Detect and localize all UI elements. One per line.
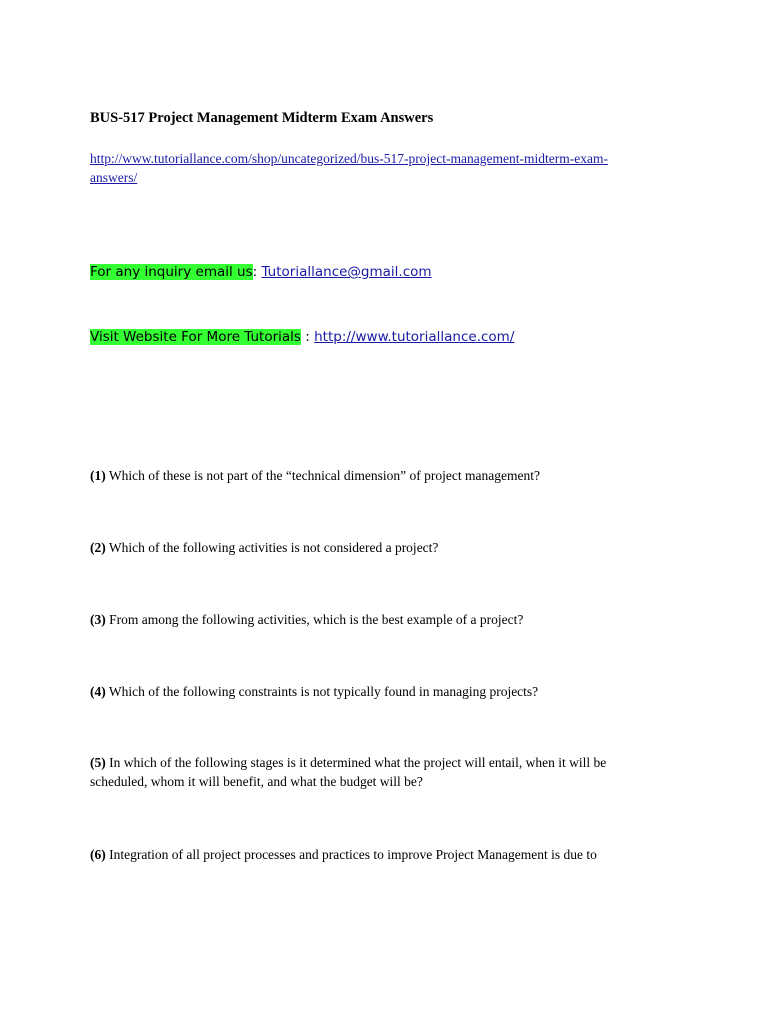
question-number: (3): [90, 612, 106, 627]
question-number: (6): [90, 847, 106, 862]
question-text: Integration of all project processes and practices to improve Project Management is due to: [109, 847, 597, 862]
question-text: In which of the following stages is it determined what the project will entail, when it will be: [109, 755, 607, 770]
question-6: [90, 845, 690, 864]
product-url-link[interactable]: [90, 149, 690, 187]
question-number: (5): [90, 755, 106, 770]
inquiry-separator: :: [252, 264, 258, 280]
visit-separator: :: [300, 329, 310, 345]
question-2: [90, 538, 690, 557]
document-title: BUS-517 Project Management Midterm Exam Answers: [90, 110, 434, 126]
question-number: (2): [90, 540, 106, 555]
inquiry-line: [90, 263, 432, 281]
inquiry-email-link[interactable]: Tutoriallance@gmail.com: [261, 264, 432, 280]
question-text: Which of these is not part of the “technical dimension” of project management?: [108, 468, 540, 483]
question-text-continued: scheduled, whom it will benefit, and what the budget will be?: [90, 774, 423, 789]
visit-website-line: [90, 328, 514, 346]
question-number: (4): [90, 684, 106, 699]
website-url-link[interactable]: http://www.tutoriallance.com/: [314, 329, 515, 345]
question-4: [90, 682, 690, 701]
question-number: (1): [90, 468, 106, 483]
question-3: [90, 610, 690, 629]
product-url-line-2[interactable]: answers/: [90, 170, 138, 185]
question-text: Which of the following constraints is not typically found in managing projects?: [108, 684, 539, 699]
product-url-line-1[interactable]: http://www.tutoriallance.com/shop/uncategorized/bus-517-project-management-midterm-exam-: [90, 151, 608, 166]
question-5: [90, 753, 690, 791]
question-text: Which of the following activities is not considered a project?: [108, 540, 439, 555]
question-text: From among the following activities, which is the best example of a project?: [109, 612, 524, 627]
question-1: [90, 466, 690, 485]
inquiry-label: For any inquiry email us: [90, 264, 253, 280]
visit-website-label: Visit Website For More Tutorials: [90, 329, 301, 345]
